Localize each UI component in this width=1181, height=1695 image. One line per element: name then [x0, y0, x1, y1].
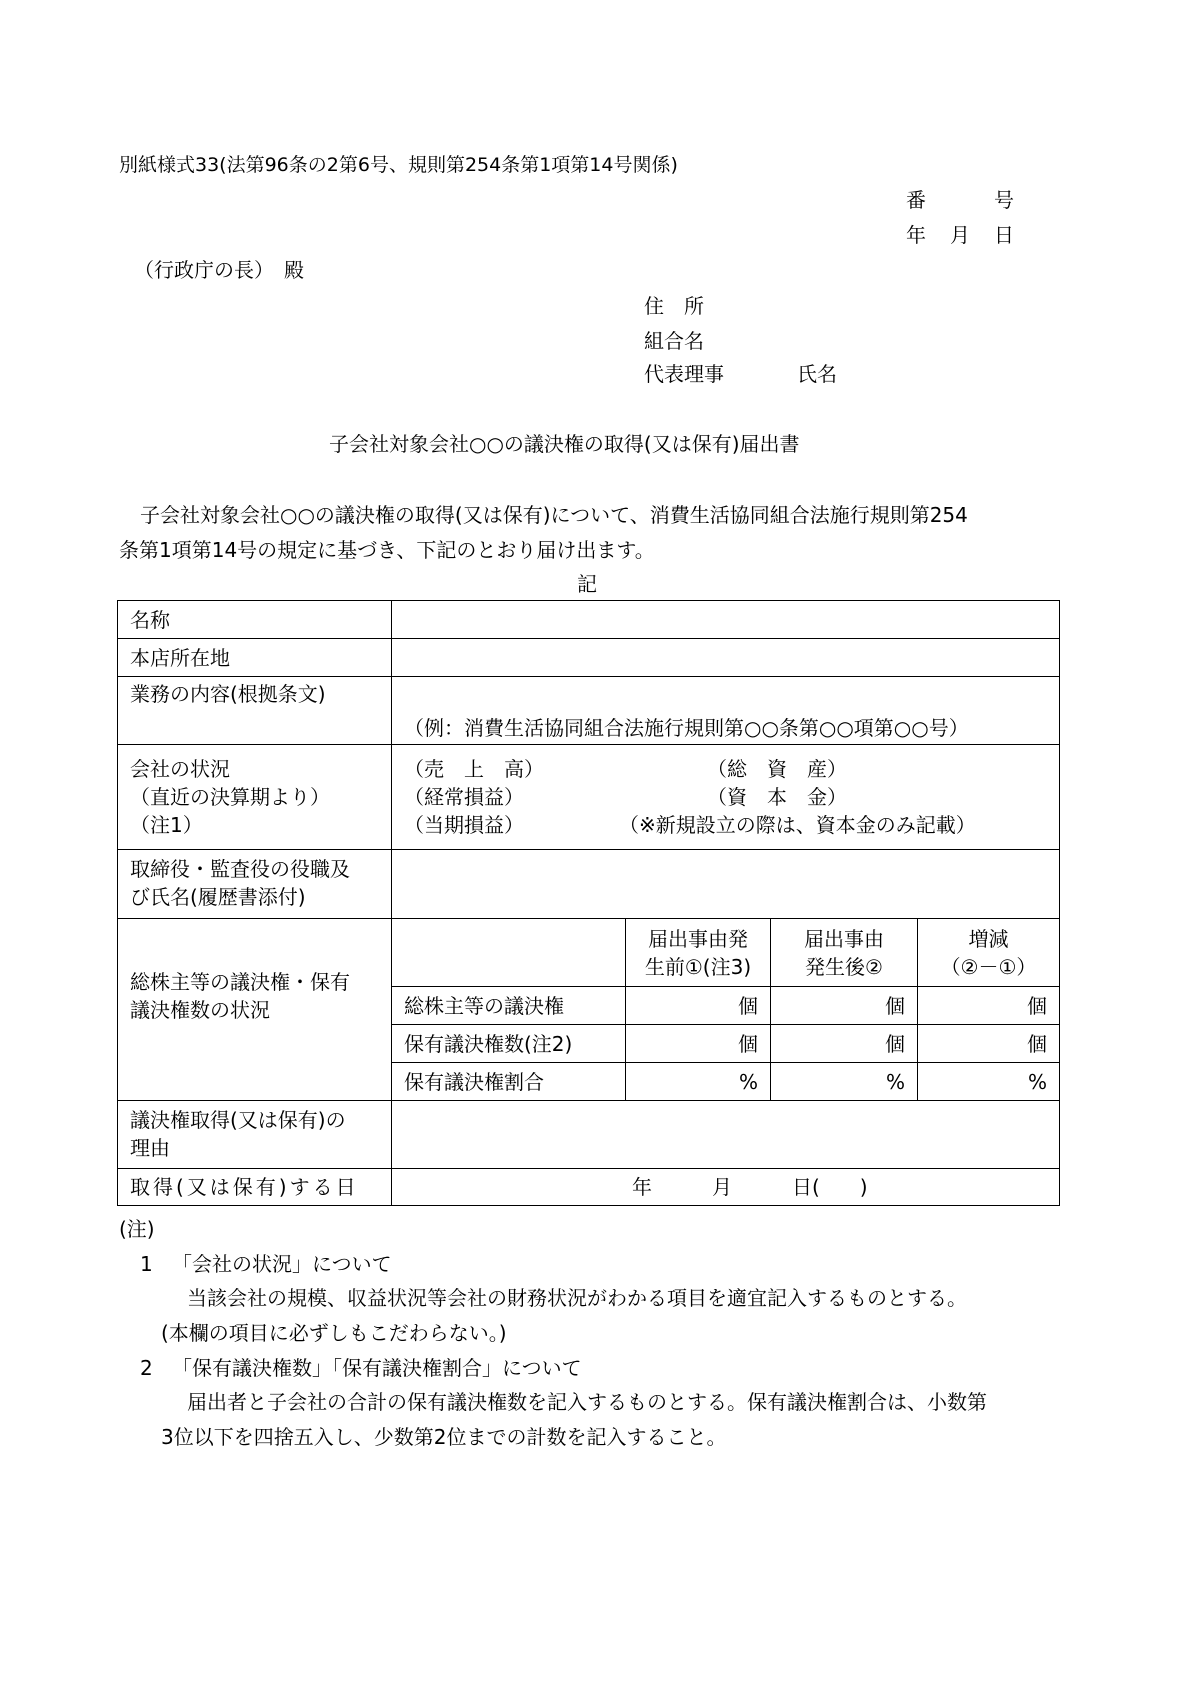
reason-label-1: 議決権取得(又は保有)の: [130, 1108, 346, 1132]
business-example: （例：消費生活協同組合法施行規則第○○条第○○項第○○号）: [404, 716, 969, 740]
capital-note: （※新規設立の際は、資本金のみ記載）: [619, 813, 976, 837]
held-votes-after[interactable]: 個: [771, 1025, 918, 1063]
note-1-body: 当該会社の規模、収益状況等会社の財務状況がわかる項目を適宜記入するものとする。: [187, 1286, 967, 1310]
ki-heading: 記: [577, 572, 597, 596]
name-label: 氏名: [797, 362, 837, 386]
number-label-a: 番: [906, 188, 926, 212]
voting-rights-label-1: 総株主等の議決権・保有: [130, 969, 350, 994]
notes-heading: (注): [119, 1217, 155, 1241]
held-ratio-after[interactable]: %: [771, 1063, 918, 1101]
total-votes-before[interactable]: 個: [626, 987, 771, 1025]
business-label-cell: 業務の内容(根拠条文): [118, 677, 392, 745]
total-assets-label: （総 資 産）: [707, 757, 847, 781]
note-1-paren: (本欄の項目に必ずしもこだわらない。): [161, 1321, 507, 1345]
date-day: 日: [994, 223, 1014, 247]
held-ratio-label: 保有議決権割合: [392, 1063, 626, 1101]
col-diff-header-1: 増減: [968, 926, 1009, 951]
held-ratio-before[interactable]: %: [626, 1063, 771, 1101]
held-votes-label: 保有議決権数(注2): [392, 1025, 626, 1063]
ordinary-income-label: （経常損益）: [404, 785, 524, 809]
voting-rights-label-2: 議決権数の状況: [130, 997, 270, 1022]
acquisition-date-value[interactable]: 年 月 日( ): [392, 1169, 1060, 1206]
col-diff-header-2: （②－①）: [940, 954, 1037, 979]
col-diff-header: [918, 919, 1060, 987]
held-votes-diff[interactable]: 個: [918, 1025, 1060, 1063]
company-status-label-2: （直近の決算期より）: [130, 785, 330, 809]
col-after-header: [771, 919, 918, 987]
form-table: [117, 600, 1060, 1206]
officers-label-1: 取締役・監査役の役職及: [130, 857, 350, 881]
acquisition-date-label: 取得(又は保有)する日: [118, 1169, 392, 1206]
addressee: （行政庁の長） 殿: [134, 258, 304, 282]
voting-rights-label-cell: [118, 919, 392, 1101]
held-votes-before[interactable]: 個: [626, 1025, 771, 1063]
total-votes-diff[interactable]: 個: [918, 987, 1060, 1025]
note-2-body-2: 3位以下を四捨五入し、少数第2位までの計数を記入すること。: [161, 1425, 727, 1449]
date-year: 年: [906, 223, 926, 247]
date-month: 月: [950, 223, 970, 247]
col-before-header-2: 生前①(注3): [644, 954, 752, 979]
officers-value-cell[interactable]: [392, 850, 1060, 919]
reason-value-cell[interactable]: [392, 1101, 1060, 1169]
total-votes-label: 総株主等の議決権: [392, 987, 626, 1025]
company-status-label-cell: [118, 745, 392, 850]
net-income-label: （当期損益）: [404, 813, 524, 837]
intro-line-1: 子会社対象会社○○の議決権の取得(又は保有)について、消費生活協同組合法施行規則第254: [140, 503, 968, 527]
head-office-value-cell[interactable]: [392, 639, 1060, 677]
col-after-header-2: 発生後②: [805, 954, 883, 979]
company-status-label-1: 会社の状況: [130, 757, 230, 781]
union-label: 組合名: [644, 329, 704, 353]
sales-label: （売 上 高）: [404, 757, 544, 781]
col-before-header: [626, 919, 771, 987]
note-2-number: 2: [140, 1356, 153, 1380]
document-title: 子会社対象会社○○の議決権の取得(又は保有)届出書: [329, 432, 800, 456]
company-status-label-3: （注1）: [130, 813, 203, 837]
voting-subheader-blank: [392, 919, 626, 987]
company-status-value-cell[interactable]: [392, 745, 1060, 850]
note-2-body-1: 届出者と子会社の合計の保有議決権数を記入するものとする。保有議決権割合は、小数第: [187, 1390, 987, 1414]
name-value-cell[interactable]: [392, 601, 1060, 639]
capital-label: （資 本 金）: [707, 785, 847, 809]
form-reference: 別紙様式33(法第96条の2第6号、規則第254条第1項第14号関係): [119, 154, 678, 176]
officers-label-2: び氏名(履歴書添付): [130, 885, 306, 909]
address-label: 住 所: [644, 294, 704, 318]
business-value-cell[interactable]: [392, 677, 1060, 745]
col-before-header-1: 届出事由発: [648, 926, 748, 951]
intro-line-2: 条第1項第14号の規定に基づき、下記のとおり届け出ます。: [119, 538, 655, 562]
reason-label-2: 理由: [130, 1136, 170, 1160]
head-office-label-cell: 本店所在地: [118, 639, 392, 677]
note-1-number: 1: [140, 1252, 153, 1276]
note-2-title: 「保有議決権数」「保有議決権割合」について: [172, 1356, 582, 1380]
number-label-b: 号: [994, 188, 1014, 212]
held-ratio-diff[interactable]: %: [918, 1063, 1060, 1101]
officers-label-cell: [118, 850, 392, 919]
note-1-title: 「会社の状況」について: [172, 1252, 392, 1276]
director-label: 代表理事: [644, 362, 724, 386]
col-after-header-1: 届出事由: [804, 926, 884, 951]
total-votes-after[interactable]: 個: [771, 987, 918, 1025]
name-label-cell: 名称: [118, 601, 392, 639]
reason-label-cell: [118, 1101, 392, 1169]
